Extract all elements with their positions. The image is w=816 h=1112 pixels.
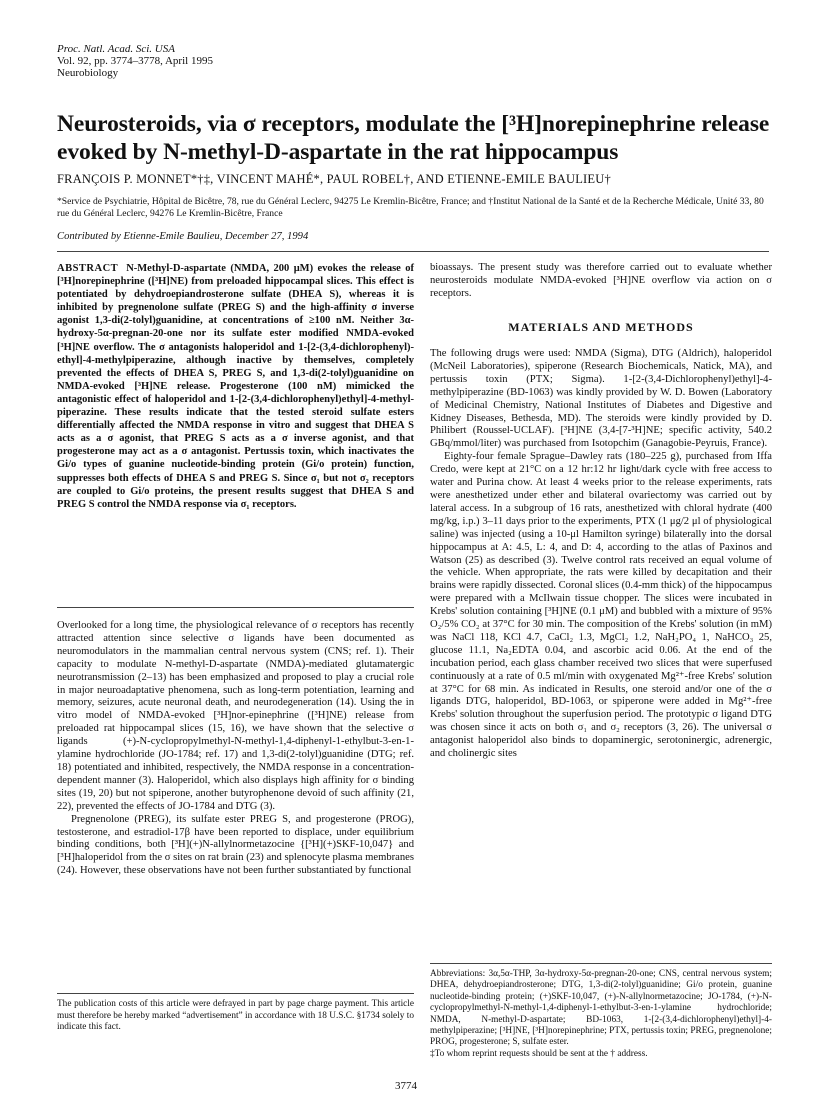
contributed-by: Contributed by Etienne-Emile Baulieu, December 27, 1994 (57, 231, 309, 242)
introduction (57, 620, 414, 878)
methods-paragraph: The following drugs were used: NMDA (Sigma), DTG (Aldrich), haloperidol (McNeil Laboratories), spiperone (Research Biochemicals, Natick, MA), and pertussis toxin (PTX; Sigma). 1-[2-(3,4-Dichlorophenyl)ethyl]-4-methylpiperazine (BD-1063) was kindly provided by W. D. Bowen (Laboratory of Medicinal Chemistry, National Institutes of Diabetes and Digestive and Kidney Diseases, Bethesda, MD). The steroids were kindly provided by D. Philibert (Roussel-UCLAF). [³H]NE (3,4-[7-³H]NE; specific activity, 540.2 GBq/mmol/liter) was purchased from Isotopchim (Ganagobie-Peyruis, France). (430, 348, 772, 450)
intro-paragraph: Overlooked for a long time, the physiological relevance of σ receptors has recently attracted attention since selective σ ligands have been documented as neuromodulators in the mammalian central nervous system (CNS; ref. 1). Their capacity to modulate N-methyl-D-aspartate (NMDA)-mediated glutamatergic neurotransmission (2–13) has been emphasized and proposed to play a crucial role in major neuroadaptative phenomena, such as long-term potentiation, learning and memory, seizures, acute neuronal death, and neurodegeneration (14). Using the in vitro model of NMDA-evoked [³H]nor-epinephrine ([³H]NE) release from preloaded rat hippocampal slices (15, 16), we have shown that the selective σ ligands (+)-N-cyclopropylmethyl-N-methyl-1,4-diphenyl-1-ethylbut-3-en-1-ylamine hydrochloride (JO-1784; ref. 17) and 1,3-di(2-tolyl)guanidine (DTG; ref. 18) potentiated and inhibited, respectively, the NMDA response in a concentration-dependent manner (3). Haloperidol, which also displays high affinity for σ binding sites (19, 20) but not spiperone, another butyrophenone devoid of such affinity (21, 22), prevented the effects of JO-1784 and DTG (3). (57, 620, 414, 812)
methods-section (430, 348, 772, 761)
journal-volume: Vol. 92, pp. 3774–3778, April 1995 (57, 55, 213, 67)
journal-section: Neurobiology (57, 67, 119, 79)
article-title: Neurosteroids, via σ receptors, modulate the [³H]norepinephrine release evoked by N-methyl-D-aspartate in the rat hippocampus (57, 111, 770, 165)
author-list: FRANÇOIS P. MONNET*†‡, VINCENT MAHÉ*, PAUL ROBEL†, AND ETIENNE-EMILE BAULIEU† (57, 172, 611, 186)
funding-note: The publication costs of this article were defrayed in part by page charge payment. This article must therefore be hereby marked “advertisement” in accordance with 18 U.S.C. §1734 solely to indicate this fact. (57, 999, 414, 1032)
intro-continuation (430, 262, 772, 301)
abstract-label: ABSTRACT (57, 263, 119, 274)
abstract (57, 262, 414, 511)
intro-paragraph: Pregnenolone (PREG), its sulfate ester PREG S, and progesterone (PROG), testosterone, and estradiol-17β have been reported to displace, under equilibrium binding conditions, both [³H](+)N-allylnormetazocine {[³H](+)SKF-10,047} and [³H]haloperidol from the σ sites on rat brain (23) and splenocyte plasma membranes (24). However, these observations have not been further substantiated by functional (57, 813, 414, 877)
intro-continuation-text: bioassays. The present study was therefore carried out to evaluate whether neurosteroids modulate NMDA-evoked [³H]NE overflow via action on σ receptors. (430, 262, 772, 299)
page-number: 3774 (395, 1080, 417, 1092)
abstract-text: N-Methyl-D-aspartate (NMDA, 200 μM) evokes the release of [³H]norepinephrine ([³H]NE) from preloaded hippocampal slices. This effect is potentiated by dehydroepiandrosterone sulfate (DHEA S), whereas it is inhibited by pregnenolone sulfate (PREG S) and the high-affinity σ inverse agonist 1,3-di(2-tolyl)guanidine, at concentrations of ≥100 nM. Neither 3α-hydroxy-5α-pregnan-20-one nor its sulfate ester modified NMDA-evoked [³H]NE overflow. The σ antagonists haloperidol and 1-[2-(3,4-dichlorophenyl)-ethyl]-4-methylpiperazine, although inactive by themselves, completely prevented the effects of DHEA S, PREG S, and 1,3-di(2-tolyl)guanidine on NMDA-evoked [³H]NE release. Progesterone (100 nM) mimicked the antagonistic effect of haloperidol and 1-[2-(3,4-dichlorophenyl)ethyl]-4-methyl-piperazine. These results indicate that the tested steroid sulfate esters differentially affected the NMDA response in vitro and suggest that DHEA S acts as a σ agonist, that PREG S acts as a σ inverse agonist, and that progesterone may act as a σ antagonist. Pertussis toxin, which inactivates the Gi/o types of guanine nucleotide-binding protein (Gi/o protein) function, suppresses both effects of DHEA S and PREG S. Since σ₁ but not σ₂ receptors are coupled to Gi/o proteins, the present results suggest that DHEA S and PREG S control the NMDA response via σ₁ receptors. (57, 263, 414, 510)
funding-divider (57, 993, 414, 994)
journal-name: Proc. Natl. Acad. Sci. USA (57, 43, 175, 55)
methods-heading: MATERIALS AND METHODS (508, 320, 694, 334)
abbreviations-divider (430, 963, 772, 964)
journal-header (57, 43, 213, 79)
abstract-divider (57, 607, 414, 608)
abbreviations-note (430, 969, 772, 1060)
methods-paragraph: Eighty-four female Sprague–Dawley rats (180–225 g), purchased from Iffa Credo, were kept at 21°C on a 12 hr:12 hr light/dark cycle with free access to water and Purina chow. At least 4 weeks prior to the release experiments, rats were anesthetized under ether and bilateral ovariectomy was carried out by lateral access. In a subgroup of 16 rats, anesthetized with chloral hydrate (400 mg/kg, i.p.) 3–11 days prior to the experiments, PTX (1 μg/2 μl of physiological saline) was injected (using a 10-μl Hamilton syringe) bilaterally into the dorsal hippocampus at A: 4.5, L: 4, and D: 4, according to the atlas of Paxinos and Watson (25) as described (3). Twelve control rats received an equal volume of the vehicle. When appropriate, the rats were killed by decapitation and their brains were rapidly dissected. Coronal slices (0.4-mm thick) of the hippocampus were prepared with a McIlwain tissue chopper. The slices were incubated in Krebs' solution containing [³H]NE (0.1 μM) and bubbled with a mixture of 95% O₂/5% CO₂ at 37°C for 30 min. The composition of the Krebs' solution (in mM) was NaCl 118, KCl 4.7, CaCl₂ 1.3, MgCl₂ 1.2, NaH₂PO₄ 1, NaHCO₃ 25, glucose 11.1, Na₂EDTA 0.04, and ascorbic acid 0.06. At the end of the incubation period, each glass chamber received two slices that were superfused continuously at a rate of 0.5 ml/min with oxygenated Mg²⁺-free Krebs' solution at 37°C for 68 min. As indicated in Results, one steroid and/or one of the σ ligands DTG, haloperidol, BD-1063, or spiperone were added in Mg²⁺-free Krebs' solution throughout the superfusion period. The prototypic σ ligand DTG was chosen since it acts on both σ₁ and σ₂ receptors (3, 26). The universal σ antagonist haloperidol also binds to dopaminergic, serotoninergic, adrenergic, and cholinergic sites (430, 451, 772, 760)
header-divider (57, 251, 769, 252)
abbreviations-text: Abbreviations: 3α,5α-THP, 3α-hydroxy-5α-pregnan-20-one; CNS, central nervous system; DHEA, dehydroepiandrosterone; DTG, 1,3-di(2-tolyl)guanidine; Gi/o protein, guanine nucleotide-binding protein; (+)SKF-10,047, (+)-N-allylnormetazocine; JO-1784, (+)-N-cyclopropylmethyl-N-methyl-1,4-diphenyl-1-ethylbut-3-en-1-ylamine hydrochloride; NMDA, N-methyl-D-aspartate; BD-1063, 1-[2-(3,4-dichlorophenyl)ethyl]-4-methylpiperazine; [³H]NE, [³H]norepinephrine; PTX, pertussis toxin; PREG, pregnenolone; PROG, progesterone; S, sulfate ester. (430, 969, 772, 1048)
reprint-footnote: ‡To whom reprint requests should be sent at the † address. (430, 1048, 648, 1059)
affiliations: *Service de Psychiatrie, Hôpital de Bicêtre, 78, rue du Général Leclerc, 94275 Le Kremlin-Bicêtre, France; and †Institut National de la Santé et de la Recherche Médicale, Unité 33, 80 rue du Général Leclerc, 94276 Le Kremlin-Bicêtre, France (57, 196, 764, 219)
